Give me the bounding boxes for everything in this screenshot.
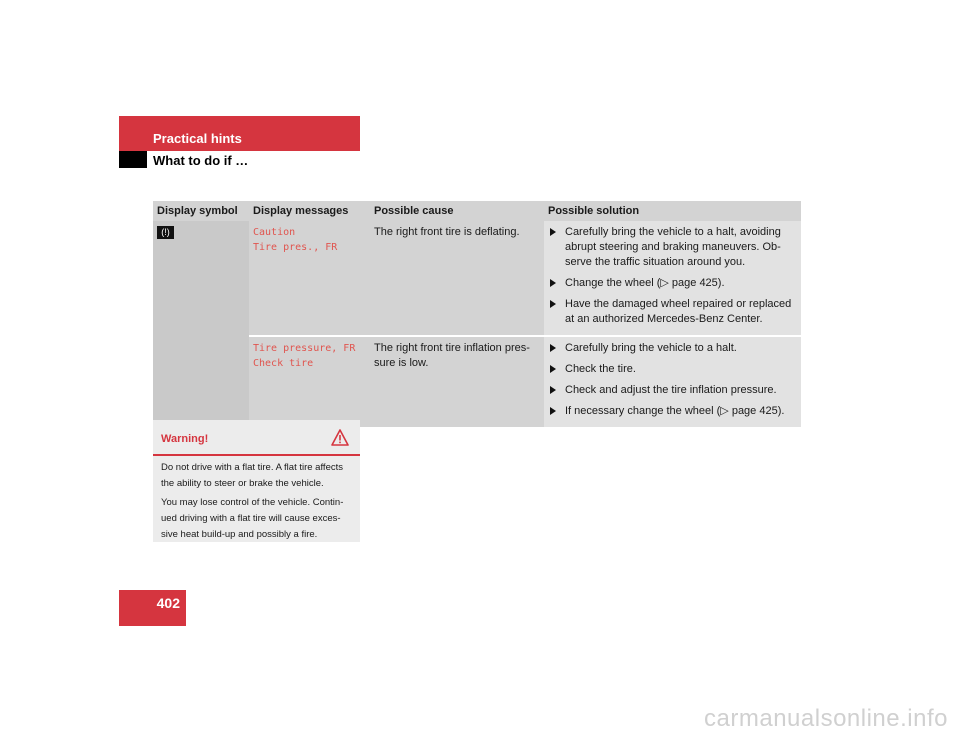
display-message-cell: [249, 336, 370, 427]
table-header-row: [153, 201, 801, 221]
display-message-cell: [249, 221, 370, 336]
solution-step: Carefully bring the vehicle to a halt, avoiding abrupt steering and braking maneuvers. Ob-serve the traffic situation around you.: [548, 225, 797, 270]
solution-step: Carefully bring the vehicle to a halt.: [548, 341, 797, 356]
warning-triangle-icon: [331, 429, 349, 446]
possible-solution-cell: [544, 336, 801, 427]
solution-step: Change the wheel (▷ page 425).: [548, 276, 797, 291]
table-row: [153, 336, 801, 427]
solution-step: If necessary change the wheel (▷ page 425).: [548, 404, 797, 419]
possible-cause-cell: The right front tire is deflating.: [370, 221, 544, 336]
subsection-marker: [119, 151, 147, 168]
display-message-line: Tire pres., FR: [253, 242, 338, 253]
step-arrow-icon: [550, 279, 556, 287]
display-messages-table: [153, 201, 801, 427]
column-header: Display symbol: [153, 201, 249, 221]
warning-divider: [153, 454, 360, 456]
step-arrow-icon: [550, 344, 556, 352]
tire-pressure-warning-icon: (!): [157, 226, 174, 239]
step-arrow-icon: [550, 386, 556, 394]
step-arrow-icon: [550, 300, 556, 308]
possible-cause-cell: The right front tire inflation pres-sure is low.: [370, 336, 544, 427]
display-message-line: Tire pressure, FR: [253, 343, 356, 354]
warning-box: [153, 420, 360, 542]
solution-step: Check and adjust the tire inflation pressure.: [548, 383, 797, 398]
section-title: Practical hints: [153, 131, 242, 146]
page-number-tab: [119, 590, 186, 626]
step-arrow-icon: [550, 228, 556, 236]
solution-step: Check the tire.: [548, 362, 797, 377]
column-header: Possible solution: [544, 201, 801, 221]
display-message-line: Caution: [253, 227, 296, 238]
display-message-line: Check tire: [253, 358, 314, 369]
column-header: Possible cause: [370, 201, 544, 221]
step-arrow-icon: [550, 407, 556, 415]
solution-step: Have the damaged wheel repaired or replaced at an authorized Mercedes-Benz Center.: [548, 297, 797, 327]
warning-paragraph: You may lose control of the vehicle. Contin-ued driving with a flat tire will cause exces-sive heat build-up and possibly a fire.: [161, 497, 344, 540]
possible-solution-cell: [544, 221, 801, 336]
warning-title: Warning!: [161, 433, 209, 445]
page-number: 402: [156, 595, 180, 611]
step-arrow-icon: [550, 365, 556, 373]
warning-text: [161, 460, 357, 546]
watermark: carmanualsonline.info: [704, 705, 948, 732]
warning-paragraph: Do not drive with a flat tire. A flat tire affects the ability to steer or brake the vehicle.: [161, 462, 343, 489]
display-symbol-cell: [153, 221, 249, 427]
column-header: Display messages: [249, 201, 370, 221]
table-row: [153, 221, 801, 336]
subsection-title: What to do if …: [153, 153, 249, 168]
